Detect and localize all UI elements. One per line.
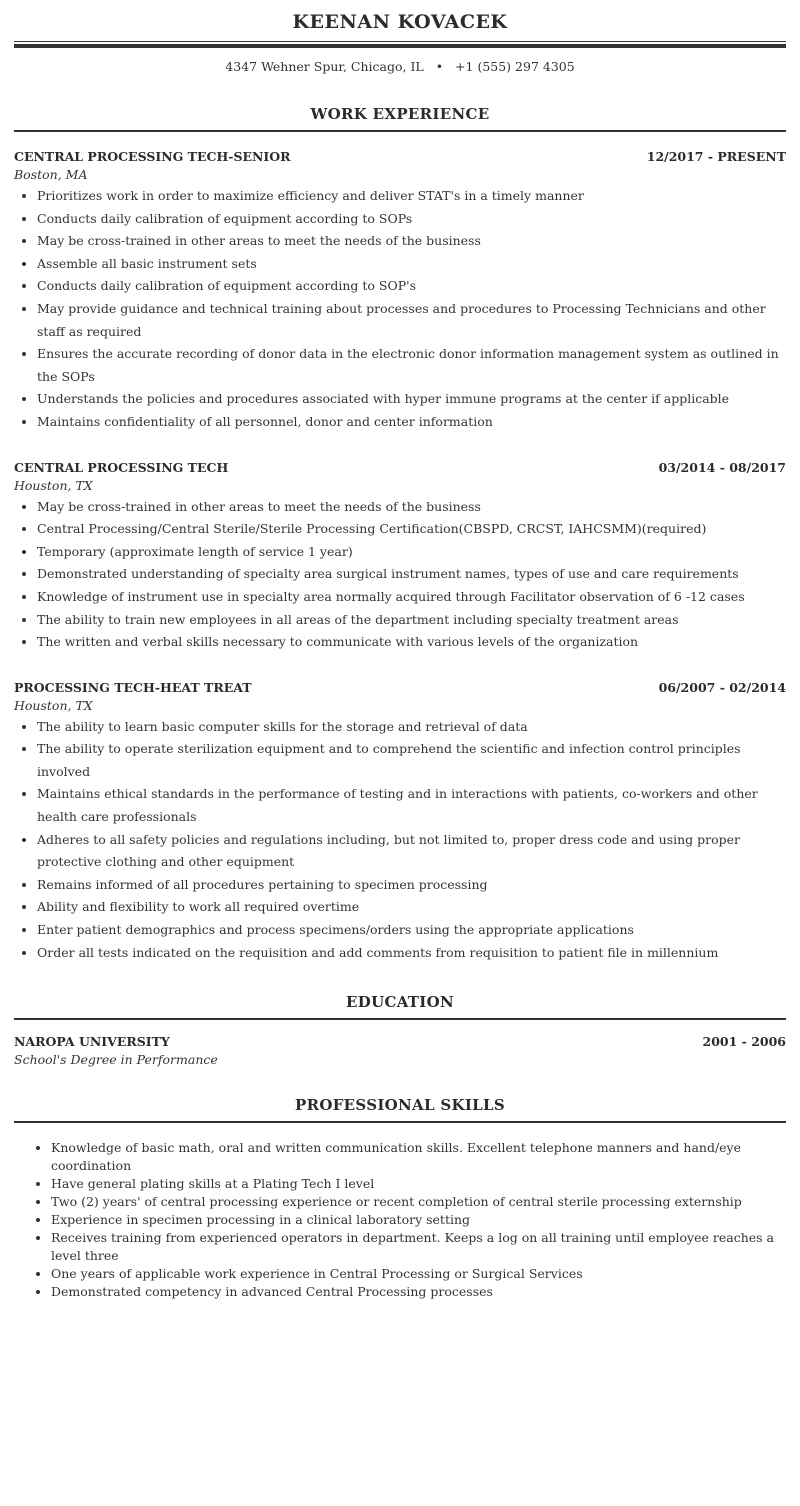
list-item: • Understands the policies and procedures associated with hyper immune programs at the center if applicable (37, 388, 786, 411)
list-item: • Receives training from experienced operators in department. Keeps a log on all training until employee reaches a level three (51, 1229, 786, 1265)
job-title: CENTRAL PROCESSING TECH (14, 459, 229, 475)
job-location: Boston, MA (14, 167, 88, 182)
list-item: • Order all tests indicated on the requisition and add comments from requisition to patient file in millennium (37, 942, 786, 965)
job-bullets (14, 496, 786, 654)
job-header (14, 460, 786, 478)
list-item: • Maintains confidentiality of all personnel, donor and center information (37, 411, 786, 434)
education-dates: 2001 - 2006 (702, 1034, 786, 1050)
list-item: • Remains informed of all procedures pertaining to specimen processing (37, 874, 786, 897)
contact-separator: • (435, 59, 444, 74)
work-experience-heading: WORK EXPERIENCE (14, 105, 786, 132)
list-item: • Two (2) years' of central processing experience or recent completion of central sterile processing externship (51, 1193, 786, 1211)
job-title: PROCESSING TECH-HEAT TREAT (14, 679, 252, 695)
school-name: NAROPA UNIVERSITY (14, 1034, 170, 1050)
professional-skills-heading: PROFESSIONAL SKILLS (14, 1096, 786, 1123)
job-bullets (14, 716, 786, 965)
list-item: • May be cross-trained in other areas to meet the needs of the business (37, 496, 786, 519)
list-item: • The ability to train new employees in all areas of the department including specialty treatment areas (37, 609, 786, 632)
list-item: • Demonstrated competency in advanced Central Processing processes (51, 1283, 786, 1301)
job-dates: 03/2014 - 08/2017 (658, 459, 786, 475)
address: 4347 Wehner Spur, Chicago, IL (225, 59, 424, 74)
job-dates: 12/2017 - PRESENT (646, 149, 786, 164)
list-item: • One years of applicable work experience in Central Processing or Surgical Services (51, 1265, 786, 1283)
list-item: • Enter patient demographics and process specimens/orders using the appropriate applications (37, 919, 786, 942)
job-entry (14, 680, 786, 965)
skills-list (14, 1139, 786, 1301)
list-item: • Conducts daily calibration of equipment according to SOP's (37, 275, 786, 298)
list-item: • The ability to learn basic computer skills for the storage and retrieval of data (37, 716, 786, 739)
job-header (14, 149, 786, 167)
job-location: Houston, TX (14, 697, 93, 713)
education-header (14, 1034, 786, 1052)
job-entry (14, 149, 786, 434)
education-entry (14, 1034, 786, 1070)
list-item: • May provide guidance and technical training about processes and procedures to Processing Technicians and other staff as required (37, 298, 786, 343)
job-header (14, 680, 786, 698)
list-item: • May be cross-trained in other areas to meet the needs of the business (37, 230, 786, 253)
list-item: • Experience in specimen processing in a clinical laboratory setting (51, 1211, 786, 1229)
job-location: Houston, TX (14, 477, 93, 493)
contact-line (14, 59, 786, 74)
name-divider-thick (14, 44, 786, 48)
list-item: • The ability to operate sterilization equipment and to comprehend the scientific and infection control principles involved (37, 738, 786, 783)
job-title: CENTRAL PROCESSING TECH-SENIOR (14, 149, 291, 164)
job-bullets (14, 185, 786, 434)
list-item: • Adheres to all safety policies and regulations including, but not limited to, proper dress code and using proper protective clothing and other equipment (37, 829, 786, 874)
education-heading: EDUCATION (14, 993, 786, 1020)
name-divider-thin (14, 41, 786, 42)
list-item: • Knowledge of instrument use in specialty area normally acquired through Facilitator observation of 6 -12 cases (37, 586, 786, 609)
list-item: • Ensures the accurate recording of donor data in the electronic donor information management system as outlined in the SOPs (37, 343, 786, 388)
list-item: • The written and verbal skills necessary to communicate with various levels of the organization (37, 631, 786, 654)
phone: +1 (555) 297 4305 (455, 59, 575, 74)
list-item: • Maintains ethical standards in the performance of testing and in interactions with patients, co-workers and other health care professionals (37, 783, 786, 828)
job-entry (14, 460, 786, 654)
list-item: • Knowledge of basic math, oral and written communication skills. Excellent telephone manners and hand/eye coordination (51, 1139, 786, 1175)
list-item: • Central Processing/Central Sterile/Sterile Processing Certification(CBSPD, CRCST, IAHCSMM)(required) (37, 518, 786, 541)
list-item: • Prioritizes work in order to maximize efficiency and deliver STAT's in a timely manner (37, 185, 786, 208)
list-item: • Conducts daily calibration of equipment according to SOPs (37, 208, 786, 231)
job-dates: 06/2007 - 02/2014 (658, 679, 786, 695)
list-item: • Ability and flexibility to work all required overtime (37, 896, 786, 919)
degree: School's Degree in Performance (14, 1052, 218, 1068)
candidate-name: KEENAN KOVACEK (292, 11, 508, 33)
list-item: • Demonstrated understanding of specialty area surgical instrument names, types of use and care requirements (37, 563, 786, 586)
list-item: • Temporary (approximate length of service 1 year) (37, 541, 786, 564)
list-item: • Have general plating skills at a Plating Tech I level (51, 1175, 786, 1193)
list-item: • Assemble all basic instrument sets (37, 253, 786, 276)
